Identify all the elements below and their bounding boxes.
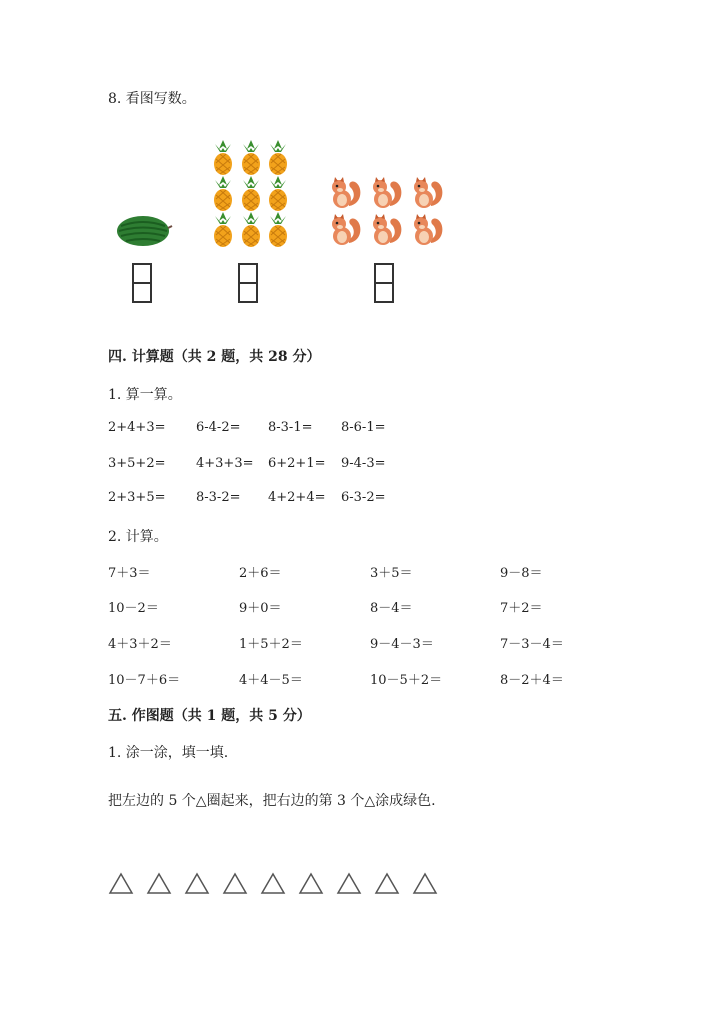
equation: 10－2＝	[108, 601, 159, 616]
pineapple-icon	[266, 140, 290, 176]
q8-title: 8. 看图写数。	[108, 91, 196, 107]
equation: 4＋4－5＝	[239, 673, 303, 688]
equation: 8-3-1=	[268, 420, 313, 435]
equation: 9-4-3=	[341, 456, 386, 471]
equation: 2+3+5=	[108, 490, 166, 505]
equation: 8－2＋4＝	[500, 673, 564, 688]
pineapple-icon	[211, 212, 235, 248]
triangle-icon[interactable]	[109, 873, 133, 894]
triangle-icon[interactable]	[147, 873, 171, 894]
triangle-icon[interactable]	[299, 873, 323, 894]
equation: 10－5＋2＝	[370, 673, 443, 688]
equation: 4+3+3=	[196, 456, 254, 471]
pineapple-icon	[266, 212, 290, 248]
equation: 7＋3＝	[108, 566, 151, 581]
squirrel-icon	[368, 176, 404, 210]
equation: 1＋5＋2＝	[239, 637, 303, 652]
pineapple-icon	[239, 212, 263, 248]
section4-heading: 四. 计算题（共 2 题，共 28 分）	[108, 349, 321, 365]
equation: 9＋0＝	[239, 601, 282, 616]
squirrel-icon	[327, 176, 363, 210]
answer-box-watermelon[interactable]	[132, 263, 152, 303]
equation: 4+2+4=	[268, 490, 326, 505]
equation: 9－8＝	[500, 566, 543, 581]
pineapple-icon	[211, 176, 235, 212]
triangle-icon[interactable]	[375, 873, 399, 894]
s5-q1-instruction: 把左边的 5 个△圈起来，把右边的第 3 个△涂成绿色.	[108, 793, 436, 809]
s5-q1-title: 1. 涂一涂，填一填.	[108, 745, 229, 761]
triangle-icon[interactable]	[261, 873, 285, 894]
equation: 3＋5＝	[370, 566, 413, 581]
equation: 4＋3＋2＝	[108, 637, 172, 652]
squirrel-icon	[409, 213, 445, 247]
equation: 8－4＝	[370, 601, 413, 616]
pineapple-icon	[211, 140, 235, 176]
equation: 9－4－3＝	[370, 637, 434, 652]
watermelon-icon	[116, 214, 172, 248]
pineapple-icon	[239, 140, 263, 176]
equation: 6-4-2=	[196, 420, 241, 435]
squirrel-icon	[368, 213, 404, 247]
equation: 2+4+3=	[108, 420, 166, 435]
squirrel-icon	[327, 213, 363, 247]
answer-box-squirrel[interactable]	[374, 263, 394, 303]
triangle-icon[interactable]	[413, 873, 437, 894]
triangle-icon[interactable]	[337, 873, 361, 894]
equation: 8-3-2=	[196, 490, 241, 505]
equation: 10－7＋6＝	[108, 673, 181, 688]
answer-box-pineapple[interactable]	[238, 263, 258, 303]
s4-q2-title: 2. 计算。	[108, 529, 168, 545]
equation: 7－3－4＝	[500, 637, 564, 652]
triangle-icon[interactable]	[185, 873, 209, 894]
equation: 8-6-1=	[341, 420, 386, 435]
equation: 6-3-2=	[341, 490, 386, 505]
equation: 2＋6＝	[239, 566, 282, 581]
triangle-icon[interactable]	[223, 873, 247, 894]
equation: 6+2+1=	[268, 456, 326, 471]
equation: 3+5+2=	[108, 456, 166, 471]
s4-q1-title: 1. 算一算。	[108, 387, 182, 403]
equation: 7＋2＝	[500, 601, 543, 616]
section5-heading: 五. 作图题（共 1 题，共 5 分）	[108, 708, 311, 724]
pineapple-icon	[266, 176, 290, 212]
pineapple-icon	[239, 176, 263, 212]
squirrel-icon	[409, 176, 445, 210]
